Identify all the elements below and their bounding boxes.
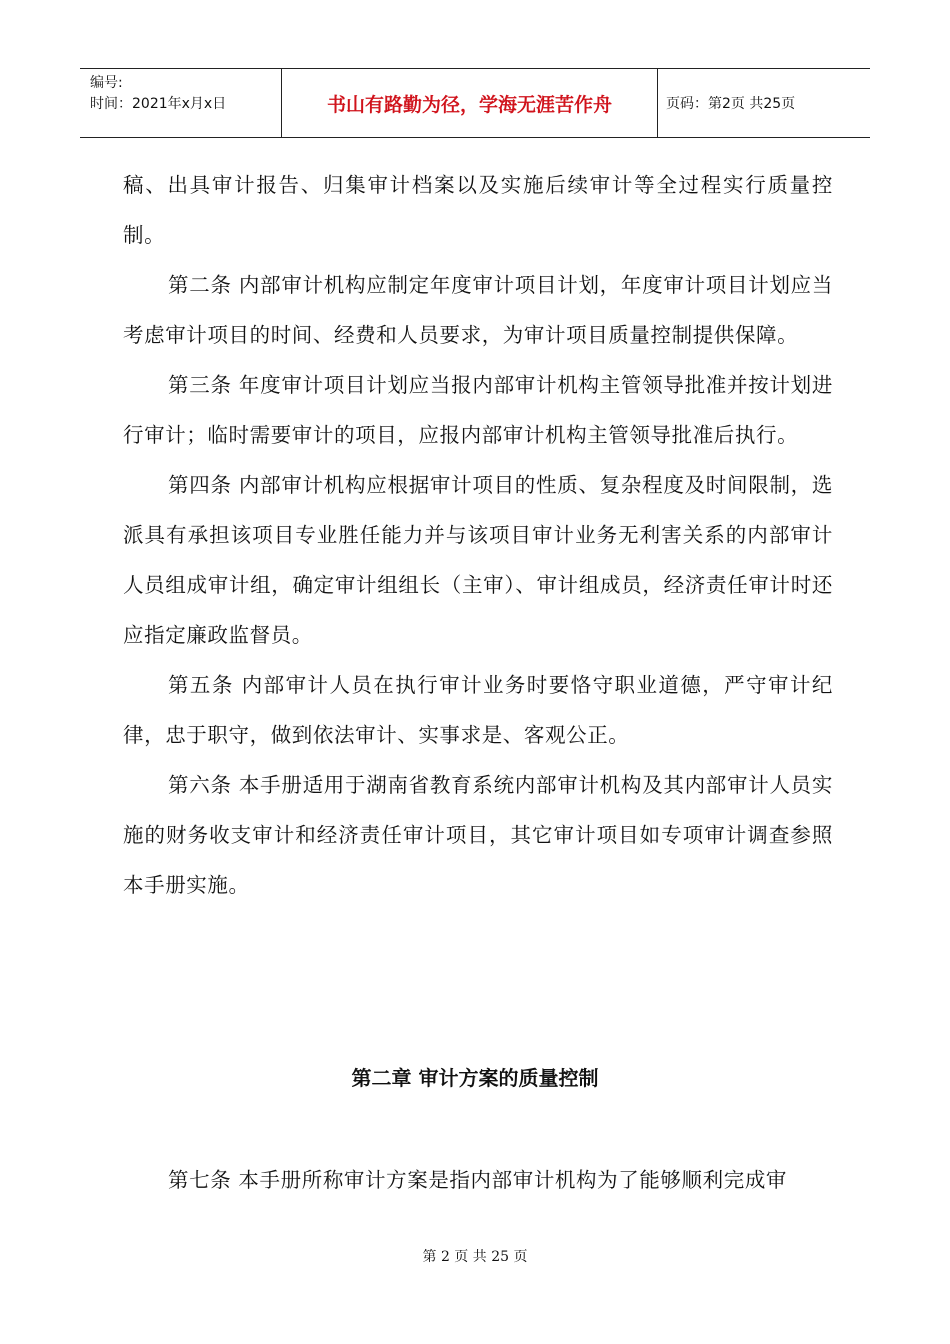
paragraph-article-5: 第五条 内部审计人员在执行审计业务时要恪守职业道德，严守审计纪律，忠于职守，做到依法审计、实事求是、客观公正。 (123, 673, 833, 747)
paragraph-article-4: 第四条 内部审计机构应根据审计项目的性质、复杂程度及时间限制，选派具有承担该项目专业胜任能力并与该项目审计业务无利害关系的内部审计人员组成审计组，确定审计组组长（主审）、审计组成员，经济责任审计时还应指定廉政监督员。 (123, 473, 833, 647)
document-body-continued (123, 1155, 833, 1205)
header-meta (80, 69, 282, 137)
header-page-info: 页码：第2页 共25页 (666, 96, 796, 112)
page-footer: 第 2 页 共 25 页 (422, 1249, 528, 1265)
paragraph-article-2: 第二条 内部审计机构应制定年度审计项目计划，年度审计项目计划应当考虑审计项目的时间、经费和人员要求，为审计项目质量控制提供保障。 (123, 273, 833, 347)
number-label: 编号: (90, 75, 123, 91)
document-body (123, 160, 833, 910)
header-motto: 书山有路勤为径，学海无涯苦作舟 (282, 69, 658, 137)
chapter-title: 第二章 审计方案的质量控制 (351, 1066, 599, 1090)
paragraph-article-7: 第七条 本手册所称审计方案是指内部审计机构为了能够顺利完成审 (168, 1168, 788, 1192)
paragraph-continuation: 稿、出具审计报告、归集审计档案以及实施后续审计等全过程实行质量控制。 (123, 173, 833, 247)
page-header (80, 68, 870, 138)
time-label: 时间：2021年x月x日 (90, 96, 227, 112)
paragraph-article-3: 第三条 年度审计项目计划应当报内部审计机构主管领导批准并按计划进行审计；临时需要审计的项目，应报内部审计机构主管领导批准后执行。 (123, 373, 833, 447)
paragraph-article-6: 第六条 本手册适用于湖南省教育系统内部审计机构及其内部审计人员实施的财务收支审计和经济责任审计项目，其它审计项目如专项审计调查参照本手册实施。 (123, 773, 833, 897)
